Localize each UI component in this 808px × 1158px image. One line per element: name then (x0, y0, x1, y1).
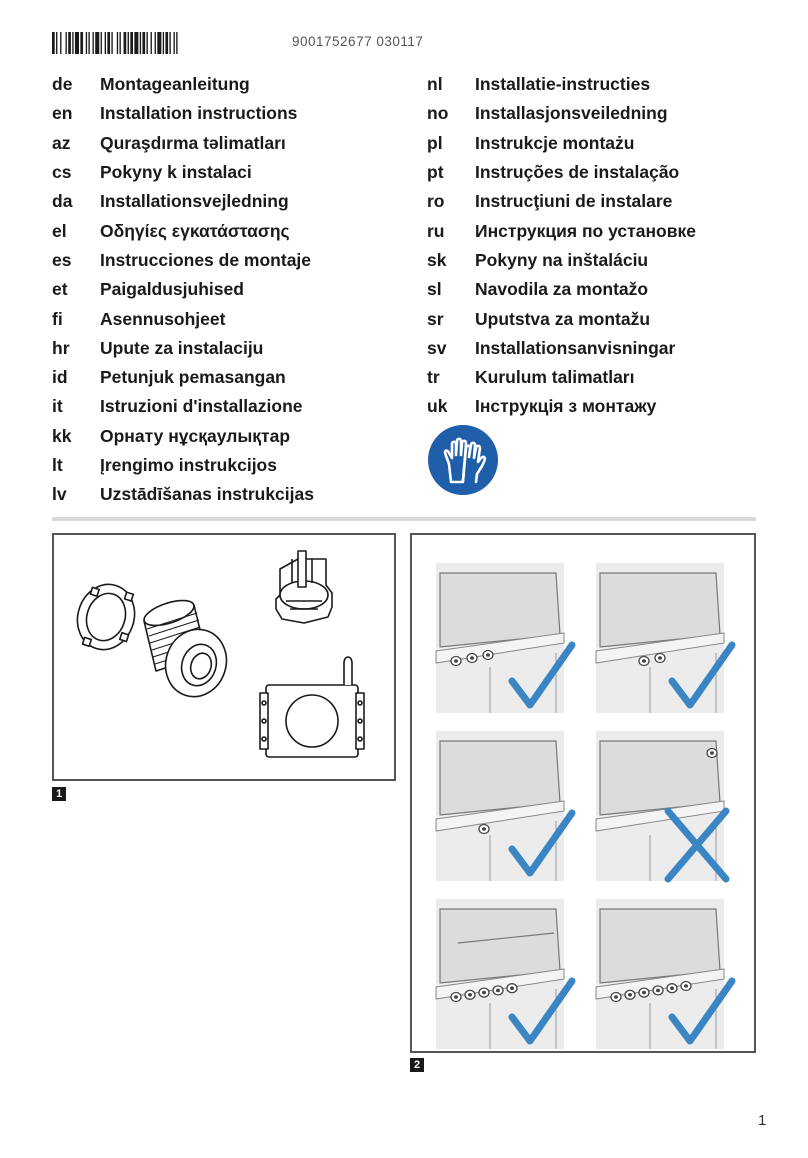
language-title: Installasjonsveiledning (475, 103, 668, 124)
language-code: pl (427, 132, 443, 153)
language-entry-es (52, 246, 314, 275)
language-title: Instrukcje montażu (475, 132, 635, 153)
language-code: de (52, 74, 73, 95)
language-code: et (52, 279, 68, 300)
language-code: nl (427, 74, 443, 95)
language-title: Installation instructions (100, 103, 298, 124)
language-list-left (52, 70, 314, 509)
language-title: Installationsanvisningar (475, 337, 676, 358)
cooktop-scene (596, 899, 732, 1049)
language-title: Uputstva za montažu (475, 308, 651, 329)
language-entry-ru (427, 216, 696, 245)
language-title: Istruzioni d'installazione (100, 396, 303, 417)
language-title: Petunjuk pemasangan (100, 367, 286, 388)
language-code: kk (52, 425, 72, 446)
language-entry-sv (427, 334, 696, 363)
language-title: Instrucţiuni de instalare (475, 191, 673, 212)
language-title: Орнату нұсқаулықтар (100, 425, 291, 446)
language-code: el (52, 220, 67, 241)
language-code: az (52, 132, 71, 153)
language-title: Navodila za montažo (475, 279, 649, 300)
language-title: Quraşdırma təlimatları (100, 132, 286, 153)
language-title: Installationsvejledning (100, 191, 289, 212)
language-title: Asennusohjeet (100, 308, 226, 329)
language-code: lv (52, 484, 67, 505)
figure-1-illustration (54, 535, 394, 779)
language-code: sr (427, 308, 444, 329)
cooktop-scene (596, 563, 732, 713)
language-code: uk (427, 396, 448, 417)
language-code: fi (52, 308, 63, 329)
language-entry-lt (52, 451, 314, 480)
language-code: en (52, 103, 73, 124)
language-entry-kk (52, 422, 314, 451)
section-divider (52, 517, 756, 521)
language-entry-sl (427, 275, 696, 304)
language-title: Montageanleitung (100, 74, 250, 95)
language-code: hr (52, 337, 70, 358)
figure-2-illustration (412, 535, 754, 1051)
language-code: lt (52, 455, 63, 475)
language-entry-da (52, 187, 314, 216)
language-entry-no (427, 99, 696, 128)
language-entry-et (52, 275, 314, 304)
language-title: Įrengimo instrukcijos (100, 455, 277, 475)
language-code: ro (427, 191, 445, 212)
language-title: Pokyny na inštaláciu (475, 249, 649, 270)
figure-2-panel (410, 533, 756, 1053)
language-code: tr (427, 367, 440, 388)
language-title: Uzstādīšanas instrukcijas (100, 484, 314, 505)
language-code: no (427, 103, 449, 124)
language-title: Οδηγίες εγκατάστασης (100, 220, 290, 241)
page-number: 1 (758, 1112, 767, 1129)
language-entry-uk (427, 392, 696, 421)
language-entry-el (52, 216, 314, 245)
language-entry-ro (427, 187, 696, 216)
language-code: sk (427, 249, 447, 270)
barcode (52, 32, 236, 54)
cooktop-scene (436, 563, 572, 713)
language-code: da (52, 191, 73, 212)
language-entry-en (52, 99, 314, 128)
language-entry-sk (427, 246, 696, 275)
cooktop-scene (436, 899, 572, 1049)
language-title: Paigaldusjuhised (100, 279, 244, 300)
language-entry-de (52, 70, 314, 99)
language-title: Upute za instalaciju (100, 337, 264, 358)
language-code: ru (427, 220, 445, 241)
cooktop-scene (596, 731, 726, 881)
language-title: Installatie-instructies (475, 74, 651, 95)
language-code: es (52, 249, 72, 270)
language-code: id (52, 367, 68, 388)
figure-1-label: 1 (52, 787, 66, 801)
language-code: sv (427, 337, 447, 358)
language-entry-hr (52, 334, 314, 363)
language-entry-id (52, 363, 314, 392)
document-number: 9001752677 030117 (292, 34, 424, 49)
language-entry-cs (52, 158, 314, 187)
language-entry-lv (52, 480, 314, 509)
figure-1-panel (52, 533, 396, 781)
language-code: sl (427, 279, 442, 300)
language-entry-it (52, 392, 314, 421)
figure-2-label: 2 (410, 1058, 424, 1072)
language-title: Pokyny k instalaci (100, 162, 252, 183)
language-entry-az (52, 129, 314, 158)
language-list-right (427, 70, 696, 422)
gloves-icon (427, 424, 499, 496)
language-code: pt (427, 162, 444, 183)
language-entry-nl (427, 70, 696, 99)
cooktop-scene (436, 731, 572, 881)
language-entry-fi (52, 304, 314, 333)
language-entry-pt (427, 158, 696, 187)
language-entry-sr (427, 304, 696, 333)
language-title: Instruções de instalação (475, 162, 680, 183)
language-entry-tr (427, 363, 696, 392)
language-title: Instrucciones de montaje (100, 249, 312, 270)
language-title: Kurulum talimatları (475, 367, 635, 388)
language-code: it (52, 396, 63, 417)
language-title: Инструкция по установке (475, 220, 696, 241)
language-entry-pl (427, 129, 696, 158)
language-title: Інструкція з монтажу (475, 396, 657, 417)
language-code: cs (52, 162, 72, 183)
